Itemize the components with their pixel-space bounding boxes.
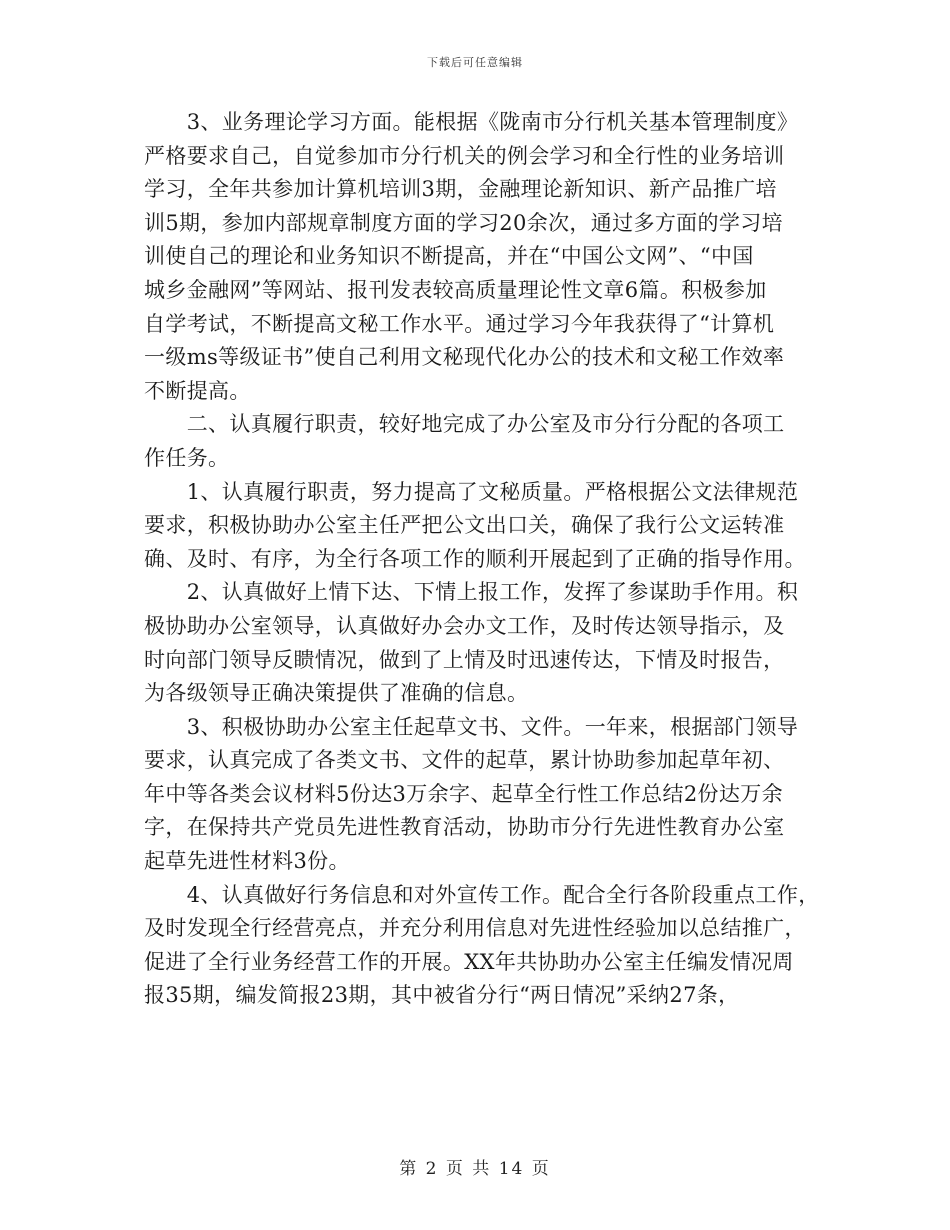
text-line: 训使自己的理论和业务知识不断提高，并在“中国公文网”、“中国 bbox=[144, 244, 754, 269]
text-line: 报35期，编发简报23期，其中被省分行“两日情况”采纳27条， bbox=[144, 983, 740, 1008]
text-line: 不断提高。 bbox=[144, 378, 251, 403]
text-line: 及时发现全行经营亮点，并充分利用信息对先进性经验加以总结推广， bbox=[144, 916, 806, 941]
text-line: 作任务。 bbox=[144, 445, 230, 470]
text-line: 促进了全行业务经营工作的开展。XX年共协助办公室主任编发情况周 bbox=[144, 949, 794, 974]
text-line: 为各级领导正确决策提供了准确的信息。 bbox=[144, 681, 529, 706]
text-line: 年中等各类会议材料5份达3万余字、起草全行性工作总结2份达万余 bbox=[144, 781, 783, 806]
text-line: 严格要求自己，自觉参加市分行机关的例会学习和全行性的业务培训 bbox=[144, 143, 785, 168]
text-line: 一级ms等级证书”使自己利用文秘现代化办公的技术和文秘工作效率 bbox=[144, 345, 785, 370]
page-number-footer: 第 2 页 共 14 页 bbox=[399, 1159, 551, 1179]
text-line: 字，在保持共产党员先进性教育活动，协助市分行先进性教育办公室 bbox=[144, 815, 785, 840]
text-line: 二、认真履行职责，较好地完成了办公室及市分行分配的各项工 bbox=[144, 412, 785, 437]
paragraph-section-two-heading bbox=[144, 408, 826, 475]
paragraph-theory-study bbox=[144, 106, 826, 408]
paragraph-secretarial-quality bbox=[144, 476, 826, 577]
text-line: 4、认真做好行务信息和对外宣传工作。配合全行各阶段重点工作， bbox=[144, 882, 820, 907]
text-line: 时向部门领导反瞆情况，做到了上情及时迅速传达，下情及时报告， bbox=[144, 647, 785, 672]
document-body bbox=[144, 106, 826, 1013]
text-line: 训5期，参加内部规章制度方面的学习20余次，通过多方面的学习培 bbox=[144, 210, 783, 235]
text-line: 学习，全年共参加计算机培训3期，金融理论新知识、新产品推广培 bbox=[144, 177, 777, 202]
text-line: 3、积极协助办公室主任起草文书、文件。一年来，根据部门领导 bbox=[144, 714, 799, 739]
page-header-note: 下载后可任意编辑 bbox=[427, 56, 523, 69]
paragraph-reporting-work bbox=[144, 576, 826, 710]
text-line: 要求，积极协助办公室主任严把公文出口关，确保了我行公文运转准 bbox=[144, 513, 785, 538]
paragraph-drafting-documents bbox=[144, 711, 826, 879]
paragraph-information-publicity bbox=[144, 879, 826, 1013]
text-line: 确、及时、有序，为全行各项工作的顺利开展起到了正确的指导作用。 bbox=[144, 546, 806, 571]
text-line: 3、业务理论学习方面。能根据《陇南市分行机关基本管理制度》 bbox=[144, 110, 799, 134]
text-line: 1、认真履行职责，努力提高了文秘质量。严格根据公文法律规范 bbox=[144, 479, 799, 504]
text-line: 要求，认真完成了各类文书、文件的起草，累计协助参加起草年初、 bbox=[144, 748, 785, 773]
text-line: 2、认真做好上情下达、下情上报工作，发挥了参谋助手作用。积 bbox=[144, 580, 799, 605]
text-line: 自学考试，不断提高文秘工作水平。通过学习今年我获得了“计算机 bbox=[144, 311, 775, 336]
text-line: 城乡金融网”等网站、报刊发表较高质量理论性文章6篇。积极参加 bbox=[144, 277, 767, 302]
text-line: 极协助办公室领导，认真做好办会办文工作，及时传达领导指示，及 bbox=[144, 613, 785, 638]
text-line: 起草先进性材料3份。 bbox=[144, 849, 350, 874]
